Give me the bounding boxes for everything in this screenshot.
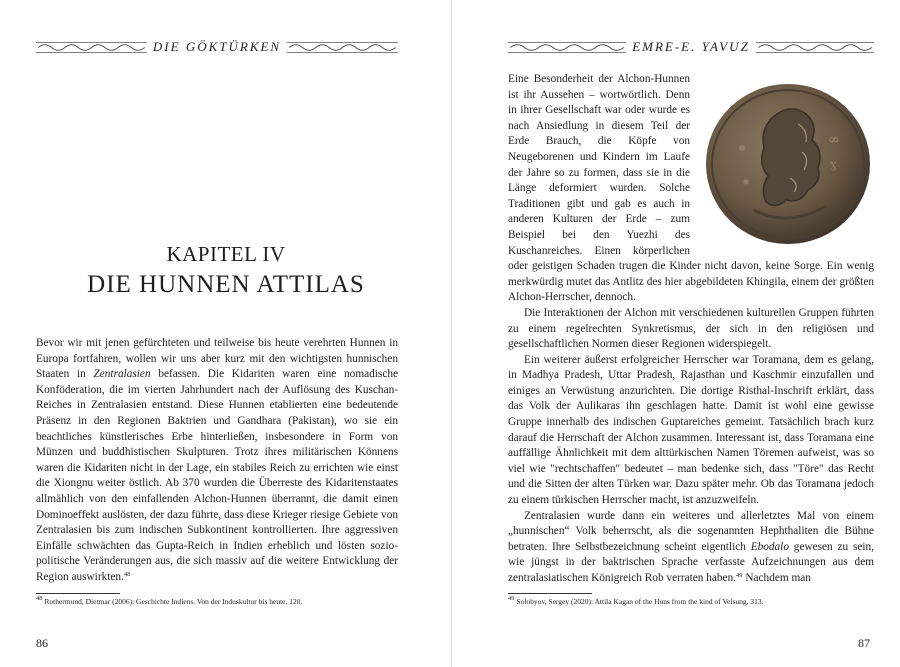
paragraph-2: Die Interaktionen der Alchon mit verschiedenen kulturellen Gruppen führten zu einem regelrechten Synkretismus, der sich in den religiösen und gesellschaftlichen Normen dieser Regionen widerspiegelt.	[508, 306, 874, 351]
chapter-title: DIE HUNNEN ATTILAS	[87, 271, 365, 298]
paragraph-3: Ein weiterer äußerst erfolgreicher Herrscher war Toramana, dem es gelang, in Madhya Pradesh, Uttar Pradesh, Rajasthan und Kaschmir einzufallen und einiges an Verwüstung anzurichten. Die dortige Risthal-Inschrift erklärt, dass das Volk der Aulikaras ihn geschlagen hatte. Damit ist wohl eine gewisse Gruppe innerhalb des indischen Guptareiches gemeint. Tatsächlich brach kurz darauf die Herrschaft der Alchon zusammen. Interessant ist, dass Toramana eine auffällige Ähnlichkeit mit dem alttürkischen Namen Töremen aufweist, was so viel wie "rechtschaffen" bedeutet – man bedenke sich, dass "Töre" das Recht und die Sitten der alten Türken war. Dazu später mehr. Ob das Toramana jedoch zu einem türkischen Herrscher macht, ist anzuzweifeln.	[508, 353, 874, 507]
running-head-title: EMRE-E. YAVUZ	[632, 39, 750, 54]
ornament-right-b	[756, 41, 874, 54]
svg-text:ɣ: ɣ	[830, 158, 837, 171]
emphasis: Zentralasien	[93, 368, 151, 381]
chapter-heading	[36, 242, 416, 299]
chapter-number: KAPITEL IV	[166, 242, 286, 266]
footnote: $^{49}$ Solobyov, Sergey (2020): Attila Kagan of the Huns from the kind of Velsung, 313.	[508, 595, 764, 606]
footnote-rule	[36, 593, 120, 594]
right-page	[452, 0, 900, 667]
page-number: 87	[858, 636, 870, 650]
footnote-rule	[508, 593, 592, 594]
footnote-ref: 48	[123, 570, 131, 578]
emphasis: Ebodalo	[750, 540, 789, 553]
svg-text:∞: ∞	[828, 132, 840, 148]
paragraph: Bevor wir mit jenen gefürchteten und teilweise bis heute verehrten Hunnen in Europa fortfahren, wollen wir uns aber kurz mit den wichtigsten hunnischen Staaten in Zentralasien befassen. Die Kidariten waren eine nomadische Konföderation, die im vierten Jahrhundert nach der Auflösung des Kuschan-Reiches in Zentralasien entstand. Diese Hunnen etablierten eine bedeutende Präsenz in den Regionen Baktrien und Gandhara (Pakistan), wo sie ein beachtliches künstlerisches Erbe hinterließen, insbesondere in Form von Münzen und buddhistischen Skulpturen. Trotz ihres militärischen Könnens waren die Kidariten nicht in der Lage, ein stabiles Reich zu errichten wie einst die Xiongnu weiter östlich. Ab 370 wurden die Überreste des Kidaritenstaates allmählich von den einfallenden Alchon-Hunnen überrannt, die damit einen Dominoeffekt auslösten, der dazu führte, dass diese Krieger riesige Gebiete von Zentralasien bis zum indischen Subkontinent kontrollierten. Ihre aggressiven Einfälle schwächten das Gupta-Reich in Indien erheblich und lösten sozio-politische Veränderungen aus, die sich massiv auf die weitere Entwicklung der Region auswirkten.$^{48}$	[36, 337, 398, 583]
coin-image	[702, 78, 874, 250]
running-head-title: DIE GÖKTÜRKEN	[152, 39, 282, 54]
footnote-ref: 49	[736, 572, 743, 579]
right-body-text	[508, 72, 874, 587]
left-body-text	[36, 336, 398, 586]
running-head-left	[36, 38, 398, 56]
ornament-right-a	[508, 41, 626, 54]
running-head-right	[508, 38, 874, 56]
page-number: 86	[36, 636, 48, 650]
paragraph-4: Zentralasien wurde dann ein weiteres und allerletztes Mal von einem „hunnischen“ Volk beherrscht, als die sogenannten Hephthaliten die Bühne betraten. Ihre Selbstbezeichnung scheint eigentlich Ebodalo gewesen zu sein, wie jüngst in der baktrischen Sprache verfasste Aufzeichnungen aus dem zentralasiatischen Königreich Rob verraten haben.$^{49}$ Nachdem man	[508, 509, 874, 584]
paragraph-1: ∞ ɣ Eine Besonderheit der Alchon-Hunnen ist ihr Aussehen – wortwörtlich. Denn in ihrer Gesellschaft war oder wurde es nach Ansiedlung in diesem Teil der Erde Brauch, die Köpfe von Neugeborenen und Kindern im Laufe der Jahre so zu formen, dass sie in die Länge deformiert wurden. Solche Traditionen gibt und gab es auch in anderen Kulturen der Erde – zum Beispiel bei den Yuezhi des Kuschanreiches. Einen körperlichen oder geistigen Schaden trugen die Kinder nicht davon, keine Sorge. Ein wenig merkwürdig mutet das Antlitz des hier abgebildeten Khingila, einem der größten Alchon-Herrscher, dennoch.	[508, 73, 874, 304]
footnote: $^{48}$ Rothermund, Dietmar (2006): Geschichte Indiens. Von der Induskultur bis heute, 120.	[36, 595, 303, 606]
ornament-left-b	[287, 41, 398, 54]
ornament-left-a	[36, 41, 147, 54]
